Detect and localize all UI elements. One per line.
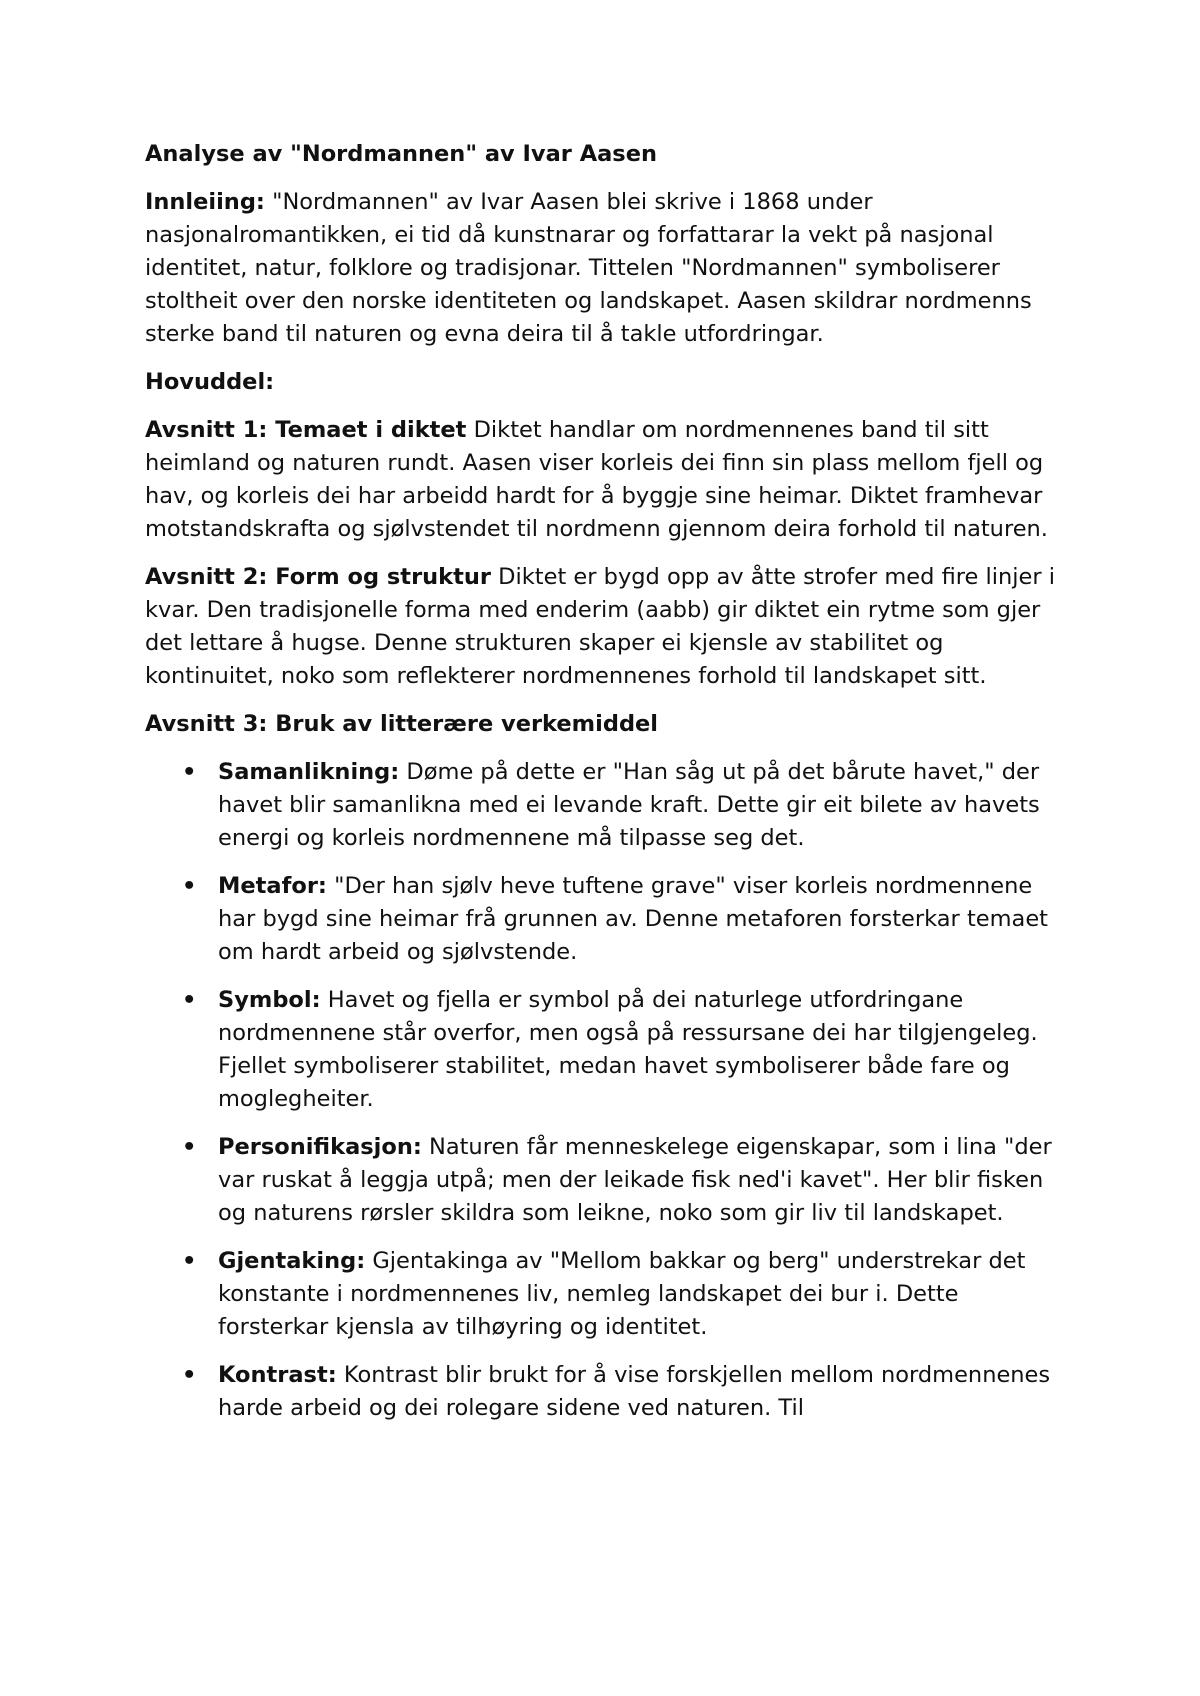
bullet-icon: • bbox=[182, 1248, 197, 1274]
literary-devices-list bbox=[145, 756, 1075, 1425]
intro-heading: Innleiing: bbox=[145, 189, 265, 215]
list-item bbox=[145, 1131, 1075, 1230]
bullet-icon: • bbox=[182, 759, 197, 785]
list-item bbox=[145, 1245, 1075, 1344]
device-term: Gjentaking: bbox=[218, 1248, 366, 1274]
intro-text: "Nordmannen" av Ivar Aasen blei skrive i 1868 under nasjonalromantikken, ei tid då kunstnarar og forfattarar la vekt på nasjonal identitet, natur, folklore og tradisjonar. Tittelen "Nordmannen" symboliserer stoltheit over den norske identiteten og landskapet. Aasen skildrar nordmenns sterke band til naturen og evna deira til å takle utfordringar. bbox=[145, 189, 1032, 347]
bullet-icon: • bbox=[182, 1134, 197, 1160]
device-text: Havet og fjella er symbol på dei naturlege utfordringane nordmennene står overfor, men også på ressursane dei har tilgjengeleg. Fjellet symboliserer stabilitet, medan havet symboliserer både fare og moglegheiter. bbox=[218, 987, 1038, 1112]
bullet-icon: • bbox=[182, 1362, 197, 1388]
device-text: Naturen får menneskelege eigenskapar, som i lina "der var ruskat å leggja utpå; men der leikade fisk ned'i kavet". Her blir fisken og naturens rørsler skildra som leikne, noko som gir liv til landskapet. bbox=[218, 1134, 1052, 1226]
list-item bbox=[145, 984, 1075, 1116]
section2-heading: Avsnitt 2: Form og struktur bbox=[145, 564, 492, 590]
device-text: "Der han sjølv heve tuftene grave" viser korleis nordmennene har bygd sine heimar frå grunnen av. Denne metaforen forsterkar temaet om hardt arbeid og sjølvstende. bbox=[218, 873, 1048, 965]
bullet-icon: • bbox=[182, 873, 197, 899]
device-term: Personifikasjon: bbox=[218, 1134, 422, 1160]
document-page bbox=[145, 138, 1075, 1440]
section1-text: Diktet handlar om nordmennenes band til sitt heimland og naturen rundt. Aasen viser korleis dei finn sin plass mellom fjell og hav, og korleis dei har arbeidd hardt for å byggje sine heimar. Diktet framhevar motstandskrafta og sjølvstendet til nordmenn gjennom deira forhold til naturen. bbox=[145, 417, 1048, 542]
list-item bbox=[145, 870, 1075, 969]
list-item bbox=[145, 1359, 1075, 1425]
section2-paragraph bbox=[145, 561, 1075, 693]
device-term: Metafor: bbox=[218, 873, 327, 899]
main-heading: Hovuddel: bbox=[145, 369, 275, 395]
section2-text: Diktet er bygd opp av åtte strofer med fire linjer i kvar. Den tradisjonelle forma med enderim (aabb) gir diktet ein rytme som gjer det lettare å hugse. Denne strukturen skaper ei kjensle av stabilitet og kontinuitet, noko som reflekterer nordmennenes forhold til landskapet sitt. bbox=[145, 564, 1055, 689]
device-text: Kontrast blir brukt for å vise forskjellen mellom nordmennenes harde arbeid og dei rolegare sidene ved naturen. Til bbox=[218, 1362, 1051, 1421]
section3-heading: Avsnitt 3: Bruk av litterære verkemiddel bbox=[145, 711, 659, 737]
section1-paragraph bbox=[145, 414, 1075, 546]
device-term: Symbol: bbox=[218, 987, 321, 1013]
device-text: Døme på dette er "Han såg ut på det bårute havet," der havet blir samanlikna med ei levande kraft. Dette gir eit bilete av havets energi og korleis nordmennene må tilpasse seg det. bbox=[218, 759, 1040, 851]
device-term: Kontrast: bbox=[218, 1362, 337, 1388]
bullet-icon: • bbox=[182, 987, 197, 1013]
document-title: Analyse av "Nordmannen" av Ivar Aasen bbox=[145, 141, 657, 167]
intro-paragraph bbox=[145, 186, 1075, 351]
device-term: Samanlikning: bbox=[218, 759, 400, 785]
section1-heading: Avsnitt 1: Temaet i diktet bbox=[145, 417, 467, 443]
list-item bbox=[145, 756, 1075, 855]
device-text: Gjentakinga av "Mellom bakkar og berg" understrekar det konstante i nordmennenes liv, nemleg landskapet dei bur i. Dette forsterkar kjensla av tilhøyring og identitet. bbox=[218, 1248, 1026, 1340]
